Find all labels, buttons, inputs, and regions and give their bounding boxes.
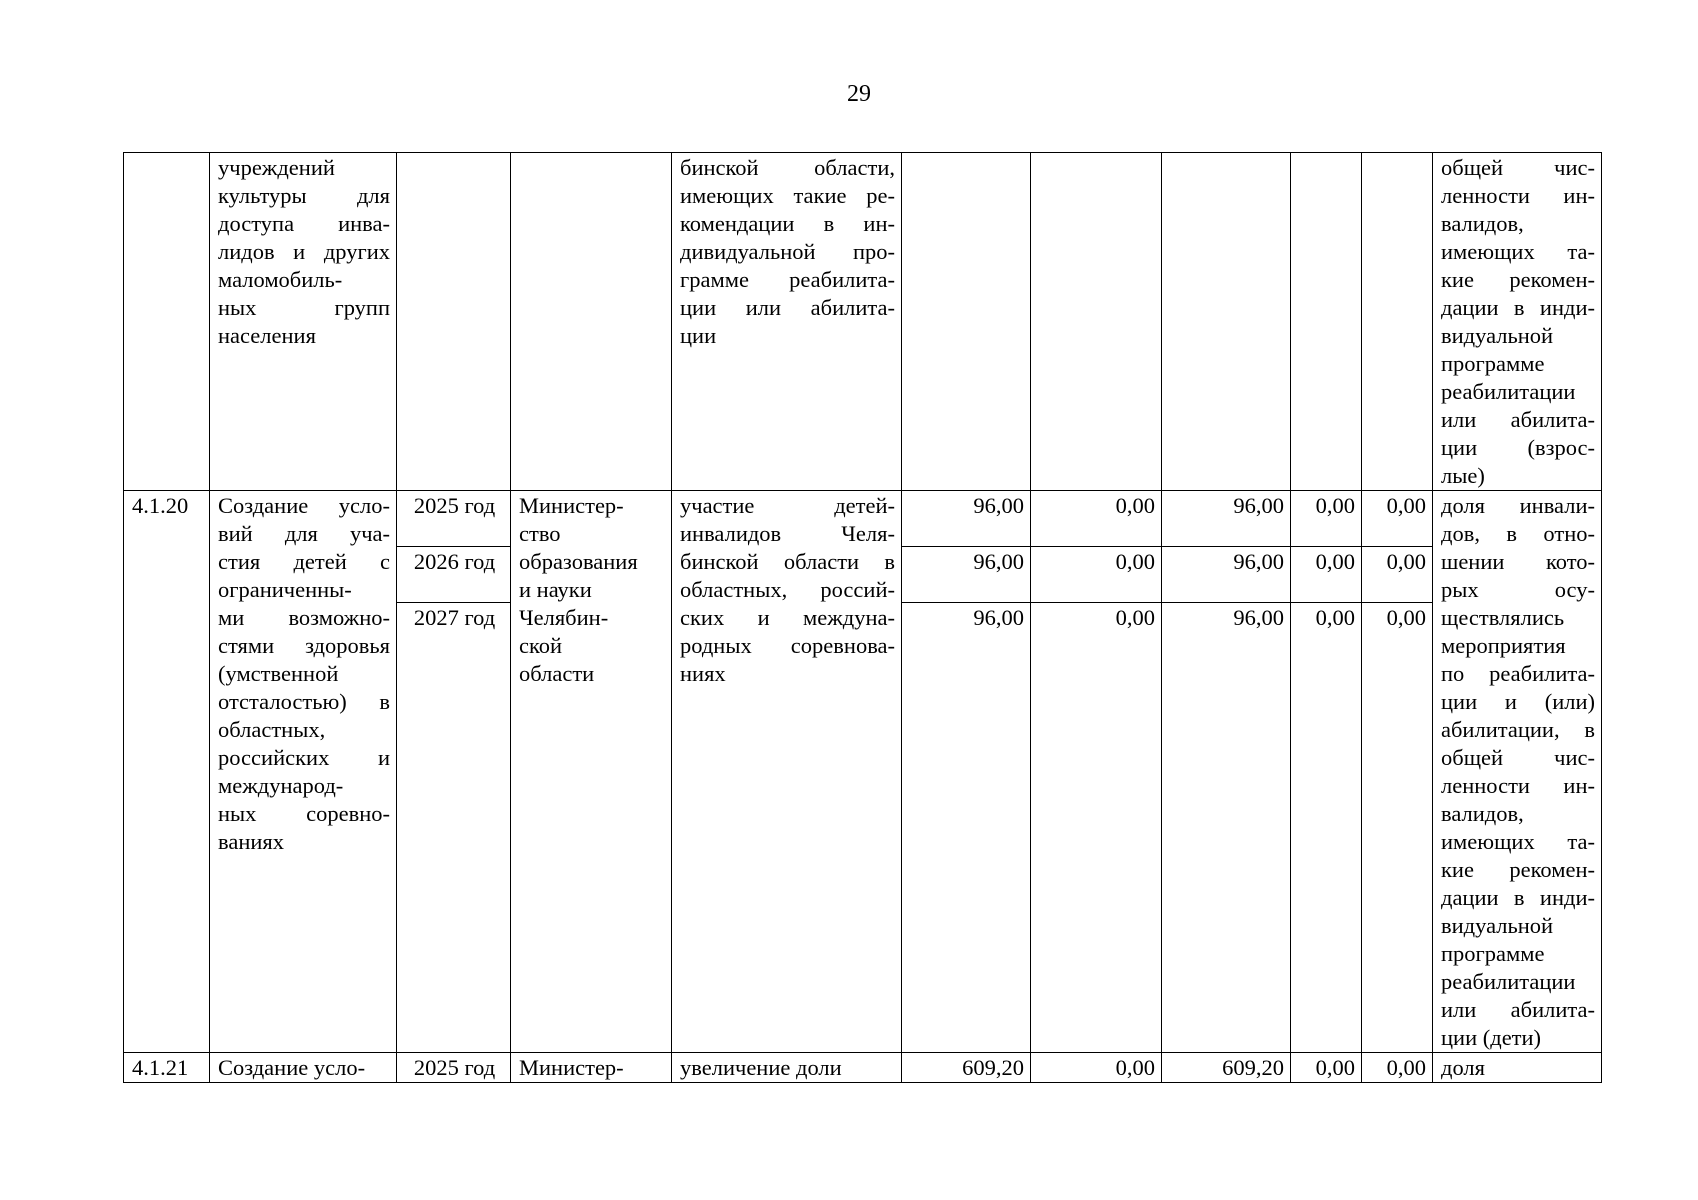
- amount-other: 0,00: [1362, 603, 1433, 1053]
- cell-line: международ-: [218, 773, 344, 798]
- cell-line: ленности ин-: [1441, 773, 1595, 798]
- cell-line: рых осу-: [1441, 577, 1595, 602]
- cell-line: абилитации, в: [1441, 717, 1595, 742]
- indicator-cell: [672, 153, 902, 491]
- cell-line: родных соревнова-: [680, 633, 895, 658]
- cell-line: дации в инди-: [1441, 295, 1595, 320]
- cell-line: шении кото-: [1441, 549, 1595, 574]
- cell-line: лидов и других: [218, 239, 390, 264]
- cell-line: дации в инди-: [1441, 885, 1595, 910]
- cell-line: ции и (или): [1441, 689, 1595, 714]
- event-cell: [210, 1053, 397, 1083]
- cell-line: мероприятия: [1441, 633, 1566, 658]
- table-row: [124, 491, 1602, 547]
- cell-line: бинской области,: [680, 155, 895, 180]
- amount-other: 0,00: [1362, 491, 1433, 547]
- cell-line: областных,: [218, 717, 326, 742]
- cell-line: дивидуальной про-: [680, 239, 895, 264]
- cell-line: увеличение доли: [680, 1055, 842, 1080]
- cell-line: доля инвали-: [1441, 493, 1595, 518]
- cell-line: стия детей с: [218, 549, 390, 574]
- table-body: [124, 153, 1602, 1083]
- executor-cell: [511, 1053, 672, 1083]
- cell-line: ных соревно-: [218, 801, 390, 826]
- cell-line: общей чис-: [1441, 155, 1595, 180]
- cell-line: валидов,: [1441, 211, 1524, 236]
- cell-line: ции или абилита-: [680, 295, 895, 320]
- amount-regional: 96,00: [1162, 491, 1291, 547]
- cell-line: ство: [519, 521, 561, 546]
- amount-federal: 0,00: [1031, 547, 1162, 603]
- cell-line: кие рекомен-: [1441, 267, 1595, 292]
- amount-total: 609,20: [902, 1053, 1031, 1083]
- cell-line: учреждений: [218, 155, 335, 180]
- executor-cell: [511, 153, 672, 491]
- cell-line: ции (взрос-: [1441, 435, 1595, 460]
- amount-total: 96,00: [902, 547, 1031, 603]
- cell-line: образования: [519, 549, 638, 574]
- cell-line: и науки: [519, 577, 592, 602]
- cell-line: имеющих та-: [1441, 239, 1595, 264]
- cell-line: ции (дети): [1441, 1025, 1542, 1050]
- table-row: [124, 153, 1602, 491]
- program-table: [123, 152, 1602, 1083]
- amount-regional: 96,00: [1162, 603, 1291, 1053]
- amount-regional: 96,00: [1162, 547, 1291, 603]
- cell-line: программе: [1441, 941, 1545, 966]
- cell-line: ществлялись: [1441, 605, 1565, 630]
- cell-line: стями здоровья: [218, 633, 390, 658]
- amount-total: 96,00: [902, 603, 1031, 1053]
- year-cell: 2025 год: [397, 1053, 511, 1083]
- cell-line: вий для уча-: [218, 521, 390, 546]
- cell-line: ных групп: [218, 295, 390, 320]
- cell-line: грамме реабилита-: [680, 267, 895, 292]
- result-cell: [1433, 1053, 1602, 1083]
- amount-regional: 609,20: [1162, 1053, 1291, 1083]
- cell-line: населения: [218, 323, 316, 348]
- cell-line: видуальной: [1441, 323, 1554, 348]
- amount-other: 0,00: [1362, 547, 1433, 603]
- cell-line: видуальной: [1441, 913, 1554, 938]
- cell-line: ской: [519, 633, 563, 658]
- cell-line: дов, в отно-: [1441, 521, 1595, 546]
- amount-local: 0,00: [1291, 547, 1362, 603]
- cell-line: ограниченны-: [218, 577, 352, 602]
- event-cell: [210, 491, 397, 1053]
- cell-line: общей чис-: [1441, 745, 1595, 770]
- code-cell: [124, 153, 210, 491]
- amount-cell: [1031, 153, 1162, 491]
- amount-cell: [1162, 153, 1291, 491]
- cell-line: по реабилита-: [1441, 661, 1595, 686]
- executor-cell: [511, 491, 672, 1053]
- cell-line: ниях: [680, 661, 726, 686]
- cell-line: Министер-: [519, 1055, 624, 1080]
- cell-line: отсталостью) в: [218, 689, 390, 714]
- cell-line: или абилита-: [1441, 407, 1595, 432]
- cell-line: имеющих такие ре-: [680, 183, 895, 208]
- amount-local: 0,00: [1291, 1053, 1362, 1083]
- cell-line: российских и: [218, 745, 390, 770]
- amount-federal: 0,00: [1031, 491, 1162, 547]
- cell-line: доступа инва-: [218, 211, 390, 236]
- result-cell: [1433, 153, 1602, 491]
- amount-cell: [1291, 153, 1362, 491]
- cell-line: маломобиль-: [218, 267, 343, 292]
- indicator-cell: [672, 1053, 902, 1083]
- amount-total: 96,00: [902, 491, 1031, 547]
- cell-line: кие рекомен-: [1441, 857, 1595, 882]
- cell-line: комендации в ин-: [680, 211, 895, 236]
- cell-line: бинской области в: [680, 549, 895, 574]
- indicator-cell: [672, 491, 902, 1053]
- amount-local: 0,00: [1291, 491, 1362, 547]
- cell-line: области: [519, 661, 595, 686]
- year-cell: 2025 год: [397, 491, 511, 547]
- result-cell: [1433, 491, 1602, 1053]
- amount-cell: [902, 153, 1031, 491]
- amount-cell: [1362, 153, 1433, 491]
- cell-line: инвалидов Челя-: [680, 521, 895, 546]
- cell-line: ми возможно-: [218, 605, 390, 630]
- cell-line: ских и междуна-: [680, 605, 895, 630]
- page-number: 29: [847, 81, 871, 107]
- amount-federal: 0,00: [1031, 603, 1162, 1053]
- cell-line: или абилита-: [1441, 997, 1595, 1022]
- cell-line: реабилитации: [1441, 969, 1576, 994]
- code-cell: 4.1.21: [124, 1053, 210, 1083]
- cell-line: (умственной: [218, 661, 339, 686]
- cell-line: участие детей-: [680, 493, 895, 518]
- amount-federal: 0,00: [1031, 1053, 1162, 1083]
- cell-line: лые): [1441, 463, 1485, 488]
- cell-line: Министер-: [519, 493, 624, 518]
- amount-local: 0,00: [1291, 603, 1362, 1053]
- cell-line: доля: [1441, 1055, 1485, 1080]
- amount-other: 0,00: [1362, 1053, 1433, 1083]
- cell-line: ваниях: [218, 829, 284, 854]
- year-cell: [397, 153, 511, 491]
- cell-line: культуры для: [218, 183, 390, 208]
- year-cell: 2026 год: [397, 547, 511, 603]
- cell-line: валидов,: [1441, 801, 1524, 826]
- cell-line: областных, россий-: [680, 577, 895, 602]
- cell-line: Создание усло-: [218, 493, 390, 518]
- event-cell: [210, 153, 397, 491]
- table-row: [124, 1053, 1602, 1083]
- year-cell: 2027 год: [397, 603, 511, 1053]
- cell-line: Создание усло-: [218, 1055, 366, 1080]
- cell-line: реабилитации: [1441, 379, 1576, 404]
- cell-line: программе: [1441, 351, 1545, 376]
- cell-line: ции: [680, 323, 717, 348]
- cell-line: имеющих та-: [1441, 829, 1595, 854]
- code-cell: 4.1.20: [124, 491, 210, 1053]
- cell-line: ленности ин-: [1441, 183, 1595, 208]
- cell-line: Челябин-: [519, 605, 609, 630]
